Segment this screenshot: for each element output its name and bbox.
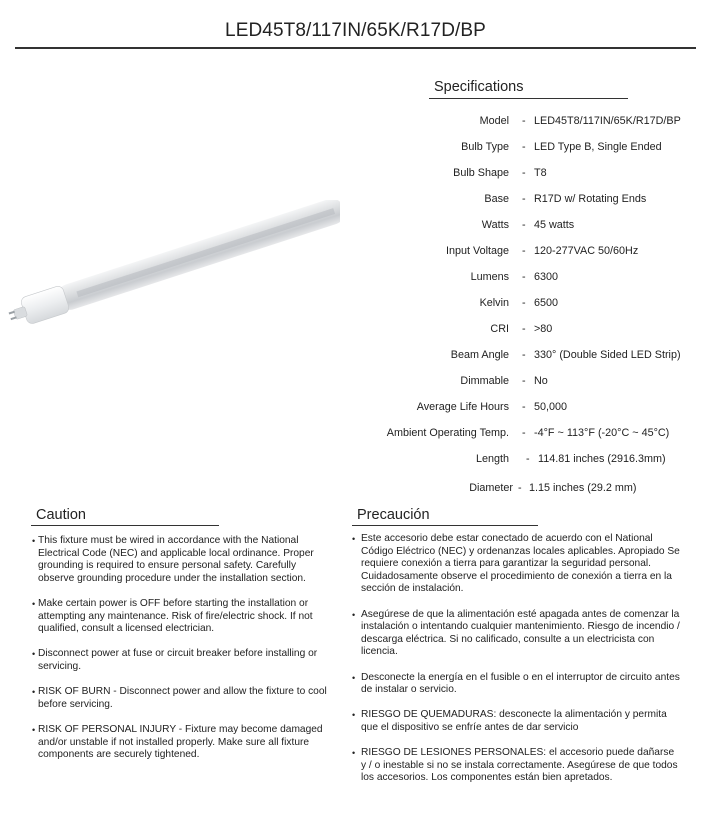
spec-dash: - (522, 245, 526, 257)
spec-row-watts (350, 217, 711, 233)
spec-label: Model (479, 115, 509, 127)
specifications-divider (429, 98, 628, 99)
caution-item: • Make certain power is OFF before starting the installation or attempting any maintenance. Risk of fire/electric shock. If not qualified, consult a licensed electrician. (32, 598, 332, 636)
spec-label: Kelvin (479, 297, 509, 309)
spec-row-average-life-hours (350, 399, 711, 415)
spec-value: LED45T8/117IN/65K/R17D/BP (534, 115, 681, 127)
spec-value: 1.15 inches (29.2 mm) (529, 482, 637, 494)
spec-value: R17D w/ Rotating Ends (534, 193, 647, 205)
precaucion-list (352, 533, 682, 797)
spec-label: Bulb Type (461, 141, 509, 153)
spec-value: 6500 (534, 297, 559, 309)
spec-row-dimmable (350, 373, 711, 389)
spec-dash: - (526, 453, 530, 465)
caution-divider (31, 525, 219, 526)
spec-row-bulb-shape (350, 165, 711, 181)
spec-row-kelvin (350, 295, 711, 311)
led-tube-illustration (0, 200, 340, 340)
spec-label: Ambient Operating Temp. (386, 427, 509, 439)
spec-label: Diameter (469, 482, 513, 494)
spec-row-bulb-type (350, 139, 711, 155)
caution-list (32, 535, 332, 774)
spec-dash: - (522, 427, 526, 439)
caution-item: • Disconnect power at fuse or circuit breaker before installing or servicing. (32, 648, 332, 673)
precaucion-item: • RIESGO DE LESIONES PERSONALES: el accesorio puede dañarse y / o inestable si no se instala correctamente. Asegúrese de que todos los accesorios. Los componentes están bien apretados. (352, 747, 682, 785)
precaucion-divider (352, 525, 538, 526)
spec-value: 6300 (534, 271, 559, 283)
precaucion-heading: Precaución (357, 507, 430, 523)
spec-dash: - (522, 401, 526, 413)
page-title: LED45T8/117IN/65K/R17D/BP (225, 20, 486, 41)
spec-row-beam-angle (350, 347, 711, 363)
spec-row-cri (350, 321, 711, 337)
title-divider (15, 47, 696, 49)
spec-value: 45 watts (534, 219, 575, 231)
spec-label: CRI (490, 323, 509, 335)
spec-row-model (350, 113, 711, 129)
spec-value: -4°F ~ 113°F (-20°C ~ 45°C) (534, 427, 670, 439)
spec-dash: - (522, 193, 526, 205)
spec-row-diameter (350, 480, 711, 496)
spec-row-length (350, 451, 711, 467)
spec-row-base (350, 191, 711, 207)
spec-value: T8 (534, 167, 547, 179)
spec-label: Watts (481, 219, 509, 231)
spec-dash: - (522, 375, 526, 387)
caution-item: • RISK OF PERSONAL INJURY - Fixture may become damaged and/or unstable if not installed properly. Make sure all fixture components are securely tightened. (32, 724, 332, 762)
spec-label: Base (484, 193, 509, 205)
product-image (0, 200, 340, 340)
spec-label: Average Life Hours (416, 401, 509, 413)
spec-label: Beam Angle (450, 349, 509, 361)
spec-dash: - (522, 167, 526, 179)
spec-value: 330° (Double Sided LED Strip) (534, 349, 681, 361)
specifications-heading: Specifications (434, 79, 524, 95)
spec-dash: - (522, 323, 526, 335)
precaucion-item: • Asegúrese de que la alimentación esté apagada antes de comenzar la instalación o intentando cualquier mantenimiento. Riesgo de incendio / descarga eléctrica. Si no calificado, consulte a un electricista con licencia. (352, 609, 682, 659)
precaucion-item: • RIESGO DE QUEMADURAS: desconecte la alimentación y permita que el dispositivo se enfríe antes de dar servicio (352, 709, 682, 734)
spec-row-lumens (350, 269, 711, 285)
spec-value: >80 (534, 323, 553, 335)
caution-heading: Caution (36, 507, 86, 523)
spec-dash: - (518, 482, 522, 494)
precaucion-item: • Este accesorio debe estar conectado de acuerdo con el National Código Eléctrico (NEC) y ordenanzas locales aplicables. Apropiado Se requiere conexión a tierra para garantizar la seguridad personal. Cuidadosamente observe el procedimiento de conexión a tierra en la sección de instalación. (352, 533, 682, 596)
spec-label: Input Voltage (445, 245, 509, 257)
spec-dash: - (522, 349, 526, 361)
spec-value: 114.81 inches (2916.3mm) (538, 453, 666, 465)
spec-label: Bulb Shape (453, 167, 509, 179)
spec-dash: - (522, 141, 526, 153)
caution-item: • This fixture must be wired in accordance with the National Electrical Code (NEC) and applicable local ordinance. Proper grounding is required to ensure personal safety. Carefully observe grounding procedure under the installation section. (32, 535, 332, 585)
spec-label: Dimmable (460, 375, 509, 387)
spec-row-input-voltage (350, 243, 711, 259)
spec-label: Lumens (470, 271, 509, 283)
caution-item: • RISK OF BURN - Disconnect power and allow the fixture to cool before servicing. (32, 686, 332, 711)
spec-dash: - (522, 297, 526, 309)
spec-label: Length (475, 453, 509, 465)
spec-value: LED Type B, Single Ended (534, 141, 662, 153)
spec-dash: - (522, 271, 526, 283)
spec-value: 50,000 (534, 401, 568, 413)
spec-dash: - (522, 219, 526, 231)
spec-value: 120-277VAC 50/60Hz (534, 245, 639, 257)
precaucion-item: • Desconecte la energía en el fusible o en el interruptor de circuito antes de instalar o servicio. (352, 672, 682, 697)
spec-value: No (534, 375, 548, 387)
spec-row-ambient-operating-temp (350, 425, 711, 441)
spec-dash: - (522, 115, 526, 127)
